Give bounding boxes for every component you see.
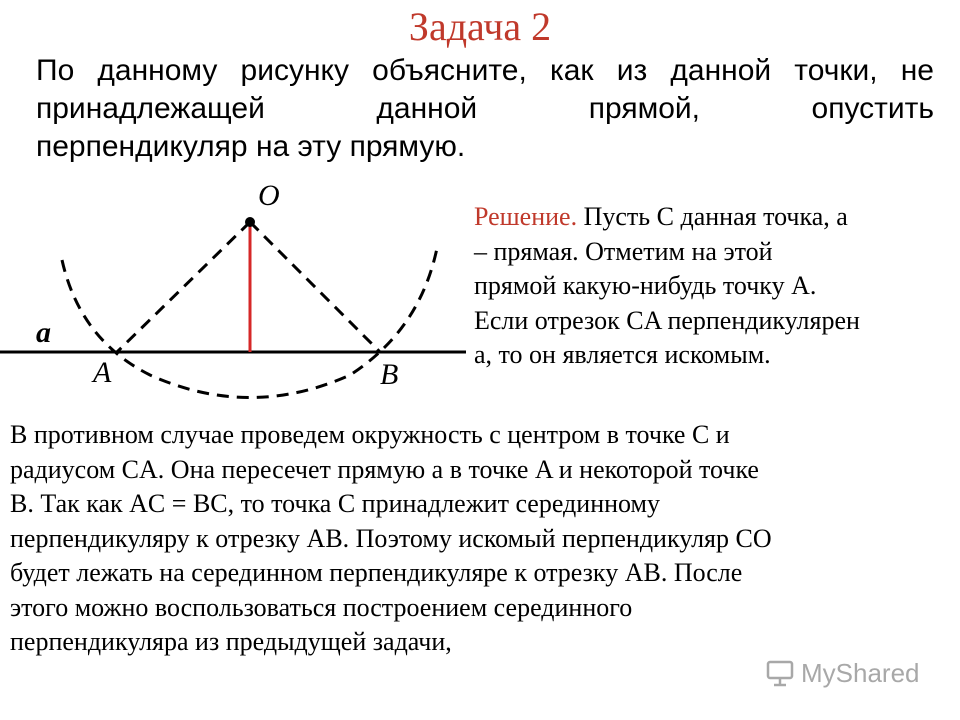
task-line: принадлежащей данной прямой, опустить — [36, 92, 934, 125]
solution-line-text: Пусть C данная точка, a — [583, 202, 848, 231]
task-line: По данному рисунку объясните, как из данной точки, не — [36, 54, 934, 87]
solution-label: Решение. — [474, 202, 578, 231]
label-b-point: B — [380, 358, 399, 391]
presentation-board-icon — [765, 658, 795, 688]
solution-line — [474, 200, 950, 235]
solution-line: прямой какую-нибудь точку A. — [474, 271, 817, 300]
continuation-line: перпендикуляра из предыдущей задачи, — [10, 627, 452, 656]
solution-line: a, то он является искомым. — [474, 340, 771, 369]
task-line: перпендикуляр на эту прямую. — [36, 130, 466, 163]
continuation-line: перпендикуляру к отрезку AB. Поэтому искомый перпендикуляр CO — [10, 523, 772, 553]
watermark-text: MyShared — [801, 657, 920, 688]
point-o-dot — [245, 217, 255, 227]
continuation-text — [10, 418, 950, 660]
watermark — [765, 656, 920, 690]
label-o: O — [258, 180, 280, 212]
solution-line: Если отрезок CA перпендикулярен — [474, 305, 860, 335]
continuation-line: В противном случае проведем окружность с центром в точке C и — [10, 420, 730, 449]
solution-text — [474, 200, 950, 373]
continuation-line: этого можно воспользоваться построением серединного — [10, 592, 633, 622]
task-text — [36, 52, 934, 166]
continuation-line: будет лежать на серединном перпендикуляре к отрезку AB. После — [10, 558, 743, 587]
solution-line: – прямая. Отметим на этой — [474, 236, 773, 266]
geometry-figure — [0, 180, 470, 410]
segment-oa — [117, 222, 250, 352]
continuation-line: радиусом CA. Она пересечет прямую a в точке A и некоторой точке — [10, 454, 759, 484]
label-a-point: A — [93, 356, 112, 389]
slide-title: Задача 2 — [408, 4, 552, 49]
continuation-line: B. Так как AC = BC, то точка C принадлежит серединному — [10, 489, 660, 518]
segment-ob — [250, 222, 380, 352]
label-line-a: a — [36, 316, 51, 349]
